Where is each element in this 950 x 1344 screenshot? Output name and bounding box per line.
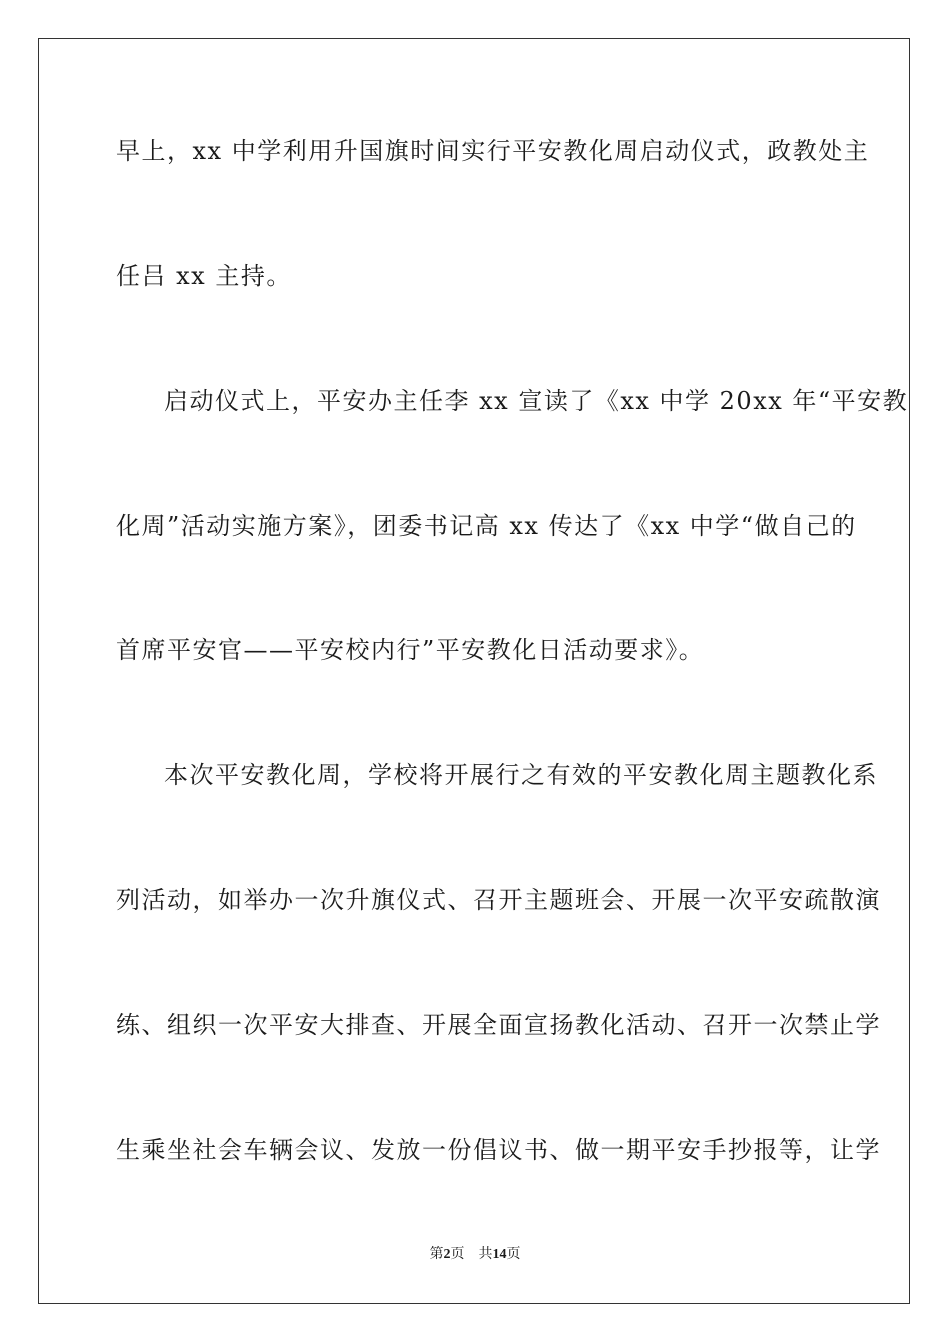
body-line-8: 练、组织一次平安大排查、开展全面宣扬教化活动、召开一次禁止学 [116,1011,881,1039]
body-line-1: 早上，xx 中学利用升国旗时间实行平安教化周启动仪式，政教处主 [116,137,870,165]
footer-page-prefix: 第 [429,1247,444,1262]
page-footer [0,1246,950,1264]
body-line-7: 列活动，如举办一次升旗仪式、召开主题班会、开展一次平安疏散演 [116,886,881,914]
footer-total-suffix: 页 [506,1247,521,1262]
page-border [38,38,910,1304]
footer-page-number: 2 [443,1247,451,1262]
footer-total-prefix: 共 [478,1247,493,1262]
body-line-9: 生乘坐社会车辆会议、发放一份倡议书、做一期平安手抄报等，让学 [116,1136,881,1164]
body-line-6: 本次平安教化周，学校将开展行之有效的平安教化周主题教化系 [164,761,878,789]
body-line-5: 首席平安官——平安校内行”平安教化日活动要求》。 [116,636,705,664]
body-line-2: 任吕 xx 主持。 [116,262,292,290]
footer-page-suffix: 页 [450,1247,465,1262]
footer-total-pages: 14 [492,1247,507,1262]
body-line-3: 启动仪式上，平安办主任李 xx 宣读了《xx 中学 20xx 年“平安教 [164,387,909,415]
body-line-4: 化周”活动实施方案》，团委书记高 xx 传达了《xx 中学“做自己的 [116,512,857,540]
